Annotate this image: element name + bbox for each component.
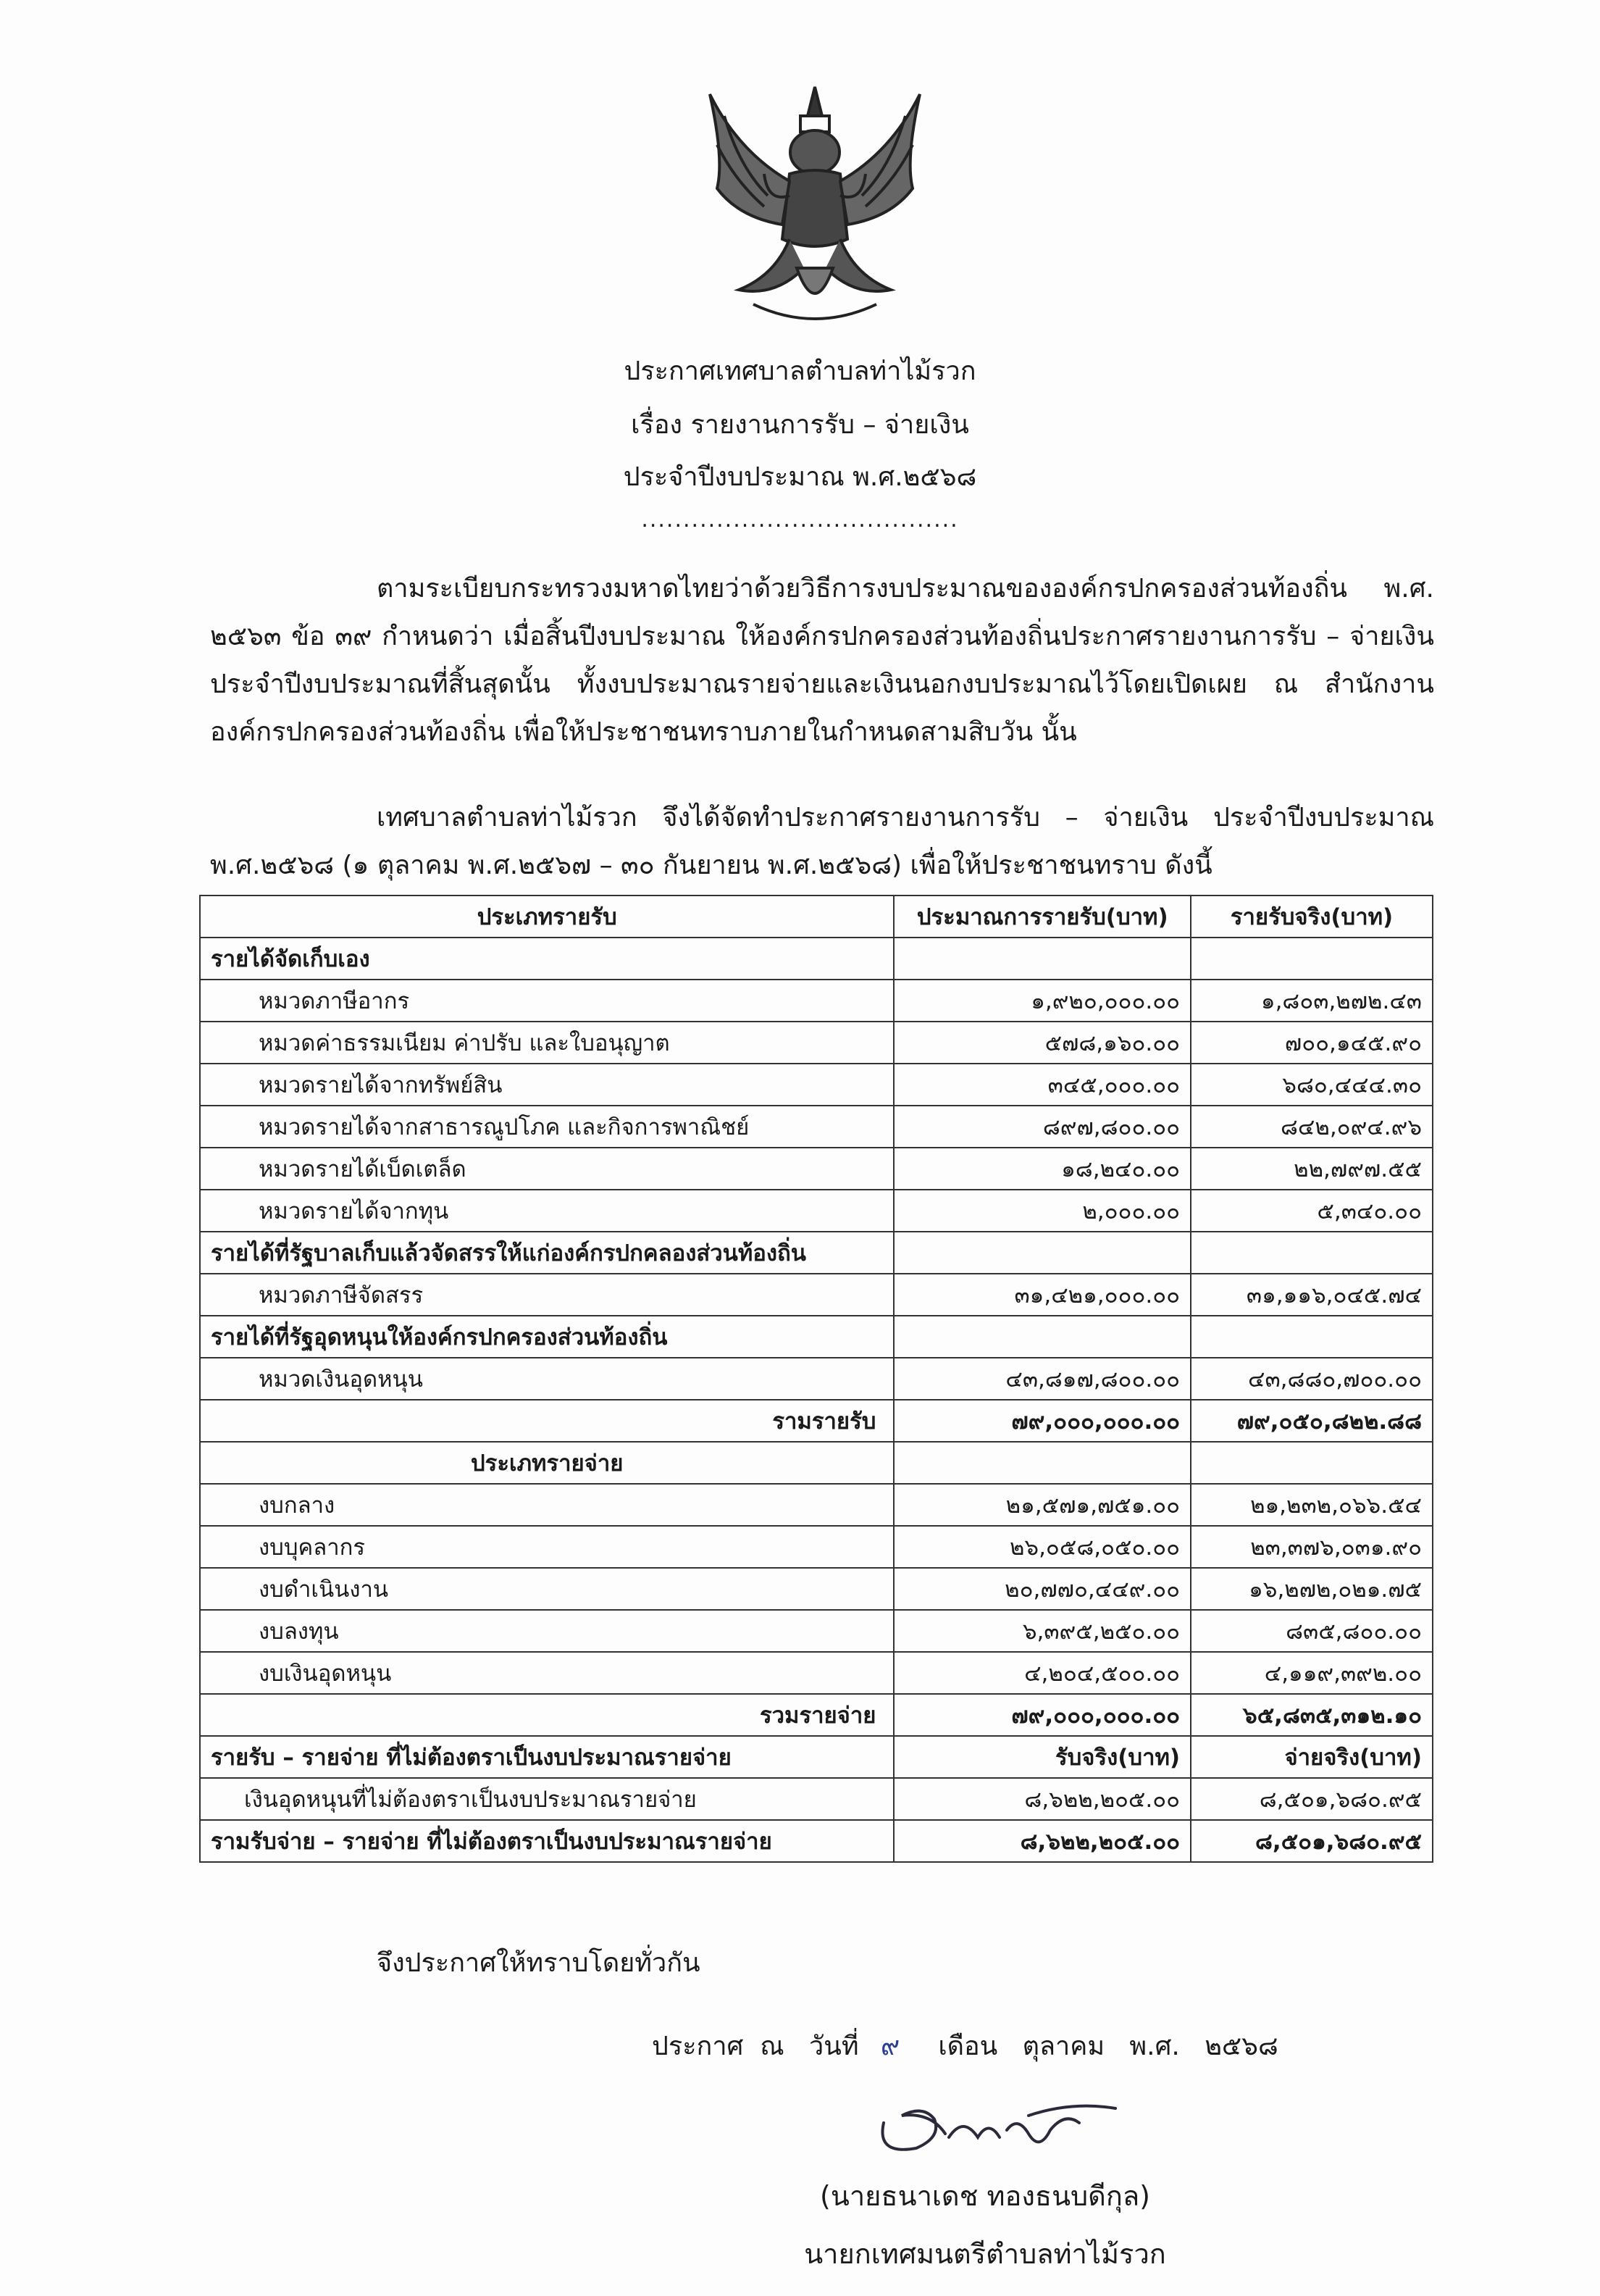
announce-date: [652, 2025, 1278, 2066]
table-row: [200, 1610, 1433, 1652]
income-actual: ๕,๓๔๐.๐๐: [1191, 1190, 1433, 1232]
income-total-actual: ๗๙,๐๕๐,๘๒๒.๘๘: [1191, 1400, 1433, 1442]
income-estimate: ๓๑,๔๒๑,๐๐๐.๐๐: [894, 1274, 1191, 1316]
expense-total-actual: ๖๕,๘๓๕,๓๑๒.๑๐: [1191, 1694, 1433, 1736]
empty-cell: [1191, 1232, 1433, 1274]
offbudget-header-row: [200, 1736, 1433, 1778]
date-rest: เดือน ตุลาคม พ.ศ. ๒๕๖๘: [938, 2032, 1278, 2061]
income-category-label: หมวดรายได้เบ็ดเตล็ด: [200, 1148, 894, 1190]
expense-estimate: ๒๖,๐๕๘,๐๕๐.๐๐: [894, 1526, 1191, 1568]
income-estimate: ๘๙๗,๘๐๐.๐๐: [894, 1106, 1191, 1148]
offbudget-total-paid: ๘,๕๐๑,๖๘๐.๙๕: [1191, 1820, 1433, 1862]
empty-cell: [894, 1316, 1191, 1358]
expense-header: ประเภทรายจ่าย: [200, 1442, 894, 1484]
income-estimate: ๔๓,๘๑๗,๘๐๐.๐๐: [894, 1358, 1191, 1400]
expense-estimate: ๖,๓๙๕,๒๕๐.๐๐: [894, 1610, 1191, 1652]
offbudget-total-row: [200, 1820, 1433, 1862]
offbudget-paid: ๘,๕๐๑,๖๘๐.๙๕: [1191, 1778, 1433, 1820]
expense-estimate: ๒๐,๗๗๐,๔๔๙.๐๐: [894, 1568, 1191, 1610]
offbudget-total-label: รามรับจ่าย – รายจ่าย ที่ไม่ต้องตราเป็นงบประมาณรายจ่าย: [200, 1820, 894, 1862]
date-day: ๙: [880, 2032, 900, 2061]
income-total-label: รามรายรับ: [200, 1400, 894, 1442]
table-row: [200, 1652, 1433, 1694]
income-total-estimate: ๗๙,๐๐๐,๐๐๐.๐๐: [894, 1400, 1191, 1442]
table-row: [200, 1022, 1433, 1064]
income-actual: ๓๑,๑๑๖,๐๔๕.๗๔: [1191, 1274, 1433, 1316]
income-category-label: หมวดรายได้จากทุน: [200, 1190, 894, 1232]
announcement-subject: เรื่อง รายงานการรับ – จ่ายเงิน: [631, 410, 969, 440]
expense-category-label: งบดำเนินงาน: [200, 1568, 894, 1610]
income-estimate: ๑๘,๒๔๐.๐๐: [894, 1148, 1191, 1190]
body-paragraph-1: ตามระเบียบกระทรวงมหาดไทยว่าด้วยวิธีการงบประมาณขององค์กรปกครองส่วนท้องถิ่น พ.ศ. ๒๕๖๓ ข้อ ๓๙ กำหนดว่า เมื่อสิ้นปีงบประมาณ ให้องค์กรปกครองส่วนท้องถิ่นประกาศรายงานการรับ – จ่ายเงิน ประจำปีงบประมาณที่สิ้นสุดนั้น ทั้งงบประมาณรายจ่ายและเงินนอกงบประมาณไว้โดยเปิดเผย ณ สำนักงานองค์กรปกครองส่วนท้องถิ่น เพื่อให้ประชาชนทราบภายในกำหนดสามสิบวัน นั้น: [210, 574, 1434, 747]
header-divider: ......................................: [641, 507, 959, 533]
date-prefix: ประกาศ ณ วันที่: [652, 2032, 859, 2061]
announcement-title: ประกาศเทศบาลตำบลท่าไม้รวก: [624, 356, 976, 386]
income-category-label: หมวดรายได้จากทรัพย์สิน: [200, 1064, 894, 1106]
announcement-fiscal-year: ประจำปีงบประมาณ พ.ศ.๒๕๖๘: [623, 462, 977, 492]
table-row: [200, 1526, 1433, 1568]
expense-category-label: งบลงทุน: [200, 1610, 894, 1652]
income-category-label: หมวดภาษีอากร: [200, 980, 894, 1022]
income-actual: ๔๓,๘๘๐,๗๐๐.๐๐: [1191, 1358, 1433, 1400]
empty-cell: [1191, 938, 1433, 980]
expense-total-row: [200, 1694, 1433, 1736]
signer-name: (นายธนาเดช ทองธนบดีกุล): [820, 2180, 1150, 2212]
income-group-row: [200, 1316, 1433, 1358]
expense-estimate: ๒๑,๕๗๑,๗๕๑.๐๐: [894, 1484, 1191, 1526]
income-category-label: หมวดเงินอุดหนุน: [200, 1358, 894, 1400]
expense-estimate: ๔,๒๐๔,๕๐๐.๐๐: [894, 1652, 1191, 1694]
expense-actual: ๒๑,๒๓๒,๐๖๖.๕๔: [1191, 1484, 1433, 1526]
expense-actual: ๑๖,๒๗๒,๐๒๑.๗๕: [1191, 1568, 1433, 1610]
table-row: [200, 1106, 1433, 1148]
table-header-row: [200, 896, 1433, 938]
offbudget-received: ๘,๖๒๒,๒๐๕.๐๐: [894, 1778, 1191, 1820]
income-estimate: ๕๗๘,๑๖๐.๐๐: [894, 1022, 1191, 1064]
expense-actual: ๒๓,๓๗๖,๐๓๑.๙๐: [1191, 1526, 1433, 1568]
table-row: [200, 1778, 1433, 1820]
offbudget-label: เงินอุดหนุนที่ไม่ต้องตราเป็นงบประมาณรายจ่าย: [200, 1778, 894, 1820]
income-category-label: หมวดค่าธรรมเนียม ค่าปรับ และใบอนุญาต: [200, 1022, 894, 1064]
income-actual: ๒๒,๗๙๗.๕๕: [1191, 1148, 1433, 1190]
income-group-row: [200, 938, 1433, 980]
income-actual: ๗๐๐,๑๔๕.๙๐: [1191, 1022, 1433, 1064]
handwritten-signature: [862, 2087, 1123, 2174]
empty-cell: [894, 938, 1191, 980]
offbudget-header-label: รายรับ – รายจ่าย ที่ไม่ต้องตราเป็นงบประมาณรายจ่าย: [200, 1736, 894, 1778]
income-group-title: รายได้ที่รัฐอุดหนุนให้องค์กรปกครองส่วนท้องถิ่น: [200, 1316, 894, 1358]
offbudget-total-received: ๘,๖๒๒,๒๐๕.๐๐: [894, 1820, 1191, 1862]
expense-category-label: งบเงินอุดหนุน: [200, 1652, 894, 1694]
expense-total-estimate: ๗๙,๐๐๐,๐๐๐.๐๐: [894, 1694, 1191, 1736]
income-group-title: รายได้จัดเก็บเอง: [200, 938, 894, 980]
table-row: [200, 1064, 1433, 1106]
col-header-actual: รายรับจริง(บาท): [1191, 896, 1433, 938]
table-row: [200, 1190, 1433, 1232]
garuda-emblem: [695, 72, 934, 333]
expense-actual: ๔,๑๑๙,๓๙๒.๐๐: [1191, 1652, 1433, 1694]
table-row: [200, 980, 1433, 1022]
empty-cell: [894, 1232, 1191, 1274]
col-header-type: ประเภทรายรับ: [200, 896, 894, 938]
income-total-row: [200, 1400, 1433, 1442]
expense-actual: ๘๓๕,๘๐๐.๐๐: [1191, 1610, 1433, 1652]
empty-cell: [1191, 1316, 1433, 1358]
income-category-label: หมวดภาษีจัดสรร: [200, 1274, 894, 1316]
income-actual: ๖๘๐,๔๔๔.๓๐: [1191, 1064, 1433, 1106]
body-paragraph-2: เทศบาลตำบลท่าไม้รวก จึงได้จัดทำประกาศรายงานการรับ – จ่ายเงิน ประจำปีงบประมาณ พ.ศ.๒๕๖๘ (๑ ตุลาคม พ.ศ.๒๕๖๗ – ๓๐ กันยายน พ.ศ.๒๕๖๘) เพื่อให้ประชาชนทราบ ดังนี้: [210, 803, 1434, 880]
expense-category-label: งบกลาง: [200, 1484, 894, 1526]
income-group-row: [200, 1232, 1433, 1274]
col-header-estimate: ประมาณการรายรับ(บาท): [894, 896, 1191, 938]
table-row: [200, 1148, 1433, 1190]
col-header-received: รับจริง(บาท): [894, 1736, 1191, 1778]
income-estimate: ๒,๐๐๐.๐๐: [894, 1190, 1191, 1232]
expense-category-label: งบบุคลากร: [200, 1526, 894, 1568]
income-estimate: ๓๔๕,๐๐๐.๐๐: [894, 1064, 1191, 1106]
income-actual: ๘๔๒,๐๙๔.๙๖: [1191, 1106, 1433, 1148]
income-actual: ๑,๘๐๓,๒๗๒.๔๓: [1191, 980, 1433, 1022]
income-estimate: ๑,๙๒๐,๐๐๐.๐๐: [894, 980, 1191, 1022]
expense-header-row: [200, 1442, 1433, 1484]
receipts-expenditure-table: [199, 895, 1433, 1863]
signer-title: นายกเทศมนตรีตำบลท่าไม้รวก: [804, 2238, 1166, 2270]
table-row: [200, 1484, 1433, 1526]
table-row: [200, 1274, 1433, 1316]
col-header-paid: จ่ายจริง(บาท): [1191, 1736, 1433, 1778]
income-category-label: หมวดรายได้จากสาธารณูปโภค และกิจการพาณิชย์: [200, 1106, 894, 1148]
table-row: [200, 1568, 1433, 1610]
empty-cell: [1191, 1442, 1433, 1484]
closing-announce: จึงประกาศให้ทราบโดยทั่วกัน: [377, 1948, 700, 1978]
income-group-title: รายได้ที่รัฐบาลเก็บแล้วจัดสรรให้แก่องค์กรปกคลองส่วนท้องถิ่น: [200, 1232, 894, 1274]
table-row: [200, 1358, 1433, 1400]
empty-cell: [894, 1442, 1191, 1484]
expense-total-label: รวมรายจ่าย: [200, 1694, 894, 1736]
